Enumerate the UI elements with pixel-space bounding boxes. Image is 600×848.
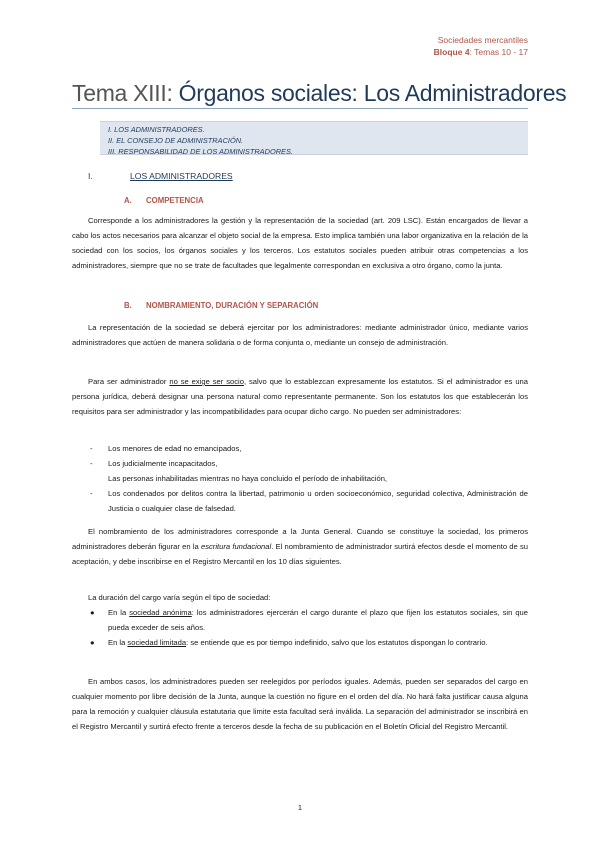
incompatibilities-list — [90, 441, 528, 516]
paragraph-representacion: La representación de la sociedad se deberá ejercitar por los administradores: mediante administrador único, mediante varios administradores que actúen de manera solidaria o de forma conjunta o, mediante un consejo de administración. — [72, 323, 528, 347]
page-number: 1 — [297, 803, 303, 812]
list-item — [90, 605, 528, 635]
dash-marker: - — [90, 489, 93, 498]
list-item-text: Los condenados por delitos contra la libertad, patrimonio u orden socioeconómico, seguridad colectiva, Administración de Justicia o cualquier clase de falsedad. — [108, 489, 528, 513]
dash-marker: - — [90, 444, 93, 453]
paragraph-requisitos — [72, 374, 528, 419]
dash-marker: - — [90, 459, 93, 468]
title-divider — [72, 108, 528, 109]
underlined-text: sociedad anónima — [129, 608, 192, 617]
section-title: LOS ADMINISTRADORES — [130, 171, 233, 181]
toc-item: I. LOS ADMINISTRADORES. — [108, 125, 205, 134]
block-line — [434, 46, 528, 58]
list-item-text: Los judicialmente incapacitados, — [108, 459, 218, 468]
text-run: : se entiende que es por tiempo indefinido, salvo que los estatutos dispongan lo contrario. — [186, 638, 488, 647]
list-item — [90, 441, 528, 456]
list-item — [90, 635, 528, 650]
text-run: En la — [108, 608, 130, 617]
text-run: El nombramiento de los administradores corresponde a la Junta General. Cuando se constituye la sociedad, los primeros administradores deberán figurar en la — [72, 527, 528, 551]
paragraph-competencia: Corresponde a los administradores la gestión y la representación de la sociedad (art. 209 LSC). Están encargados de llevar a cabo los actos necesarios para alcanzar el objeto social de la empresa. Esto implica también una labor organizativa en la relación de la sociedad con los socios, los órganos sociales y los terceros. Los estatutos sociales pueden atribuir otras competencias a los administradores, siempre que no se trate de facultades que legalmente correspondan en exclusiva a otro órgano, como la junta. — [72, 216, 528, 270]
running-header — [434, 34, 528, 58]
table-of-contents — [100, 121, 528, 155]
paragraph-reeleccion: En ambos casos, los administradores pueden ser reelegidos por períodos iguales. Además, pueden ser separados del cargo en cualquier momento por libre decisión de la Junta, aunque la cuestión no figure en el orden del día. No hará falta justificar causa alguna para la remoción y cualquier cláusula estatutaria que limite esta facultad será inválida. La separación del administrador se inscribirá en el Registro Mercantil y surtirá efecto frente a terceros desde la fecha de su publicación en el Boletín Oficial del Registro Mercantil. — [72, 677, 528, 731]
list-item — [90, 471, 528, 486]
subsection-title: COMPETENCIA — [146, 196, 204, 205]
text-run: Para ser administrador — [88, 377, 170, 386]
course-name: Sociedades mercantiles — [437, 35, 528, 45]
block-label: Bloque 4 — [433, 47, 470, 57]
subsection-letter: A. — [124, 196, 132, 205]
italic-text: escritura fundacional — [200, 542, 272, 551]
subsection-title: NOMBRAMIENTO, DURACIÓN Y SEPARACIÓN — [146, 301, 319, 310]
toc-item: III. RESPONSABILIDAD DE LOS ADMINISTRADORES. — [108, 147, 293, 156]
text-run: , salvo que lo establezcan expresamente los estatutos. Si el administrador es una persona jurídica, deberá designar una persona natural como representante permanente. Son los estatutos los que establecerán los requisitos para ser administrador y las incompatibilidades para ocupar dicho cargo. No pueden ser administradores: — [72, 377, 529, 416]
list-item — [90, 486, 528, 516]
subsection-heading-a — [124, 196, 204, 205]
underlined-text: sociedad limitada — [127, 638, 187, 647]
paragraph-nombramiento — [72, 524, 528, 569]
section-heading — [88, 171, 233, 181]
bullet-icon: ● — [90, 638, 95, 647]
text-run: . El nombramiento de administrador surtirá efectos desde el momento de su aceptación, y debe inscribirse en el Registro Mercantil en los 10 días siguientes. — [72, 542, 528, 566]
bullet-icon: ● — [90, 608, 95, 617]
page-title — [72, 80, 566, 107]
list-item-text: Las personas inhabilitadas mientras no haya concluido el período de inhabilitación, — [108, 474, 388, 483]
list-item — [90, 456, 528, 471]
subsection-letter: B. — [124, 301, 132, 310]
title-prefix: Tema XIII: — [72, 80, 179, 106]
underlined-text: no se exige ser socio — [169, 377, 244, 386]
list-item-text: Los menores de edad no emancipados, — [108, 444, 242, 453]
subsection-heading-b — [124, 301, 318, 310]
paragraph-duracion: La duración del cargo varía según el tipo de sociedad: — [88, 593, 271, 602]
block-topics: : Temas 10 - 17 — [469, 47, 528, 57]
duration-list — [90, 605, 528, 650]
text-run: En la — [108, 638, 128, 647]
section-number: I. — [88, 171, 93, 181]
toc-item: II. EL CONSEJO DE ADMINISTRACIÓN. — [108, 136, 244, 145]
text-run: : los administradores ejercerán el cargo durante el plazo que fijen los estatutos sociales, sin que pueda exceder de seis años. — [108, 608, 528, 632]
title-main: Órganos sociales: Los Administradores — [178, 80, 567, 106]
